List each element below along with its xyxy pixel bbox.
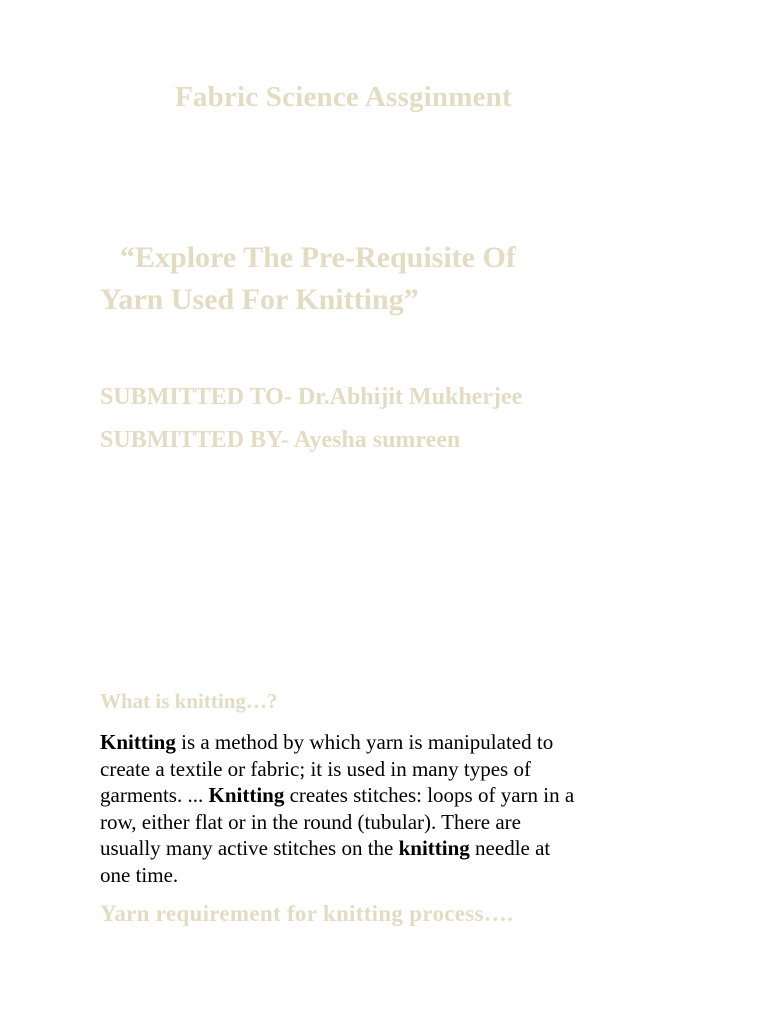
keyword-knitting: Knitting (100, 730, 176, 754)
document-title: Fabric Science Assginment (175, 81, 512, 113)
topic-line-2: Yarn Used For Knitting” (100, 283, 419, 316)
topic-line-1: “Explore The Pre-Requisite Of (120, 241, 516, 274)
paragraph-line-2: create a textile or fabric; it is used in many types of (100, 756, 531, 781)
paragraph-line-6: one time. (100, 862, 179, 887)
paragraph-text: garments. ... (100, 783, 209, 808)
yarn-requirement-heading: Yarn requirement for knitting process…. (100, 901, 514, 926)
paragraph-text: is a method by which yarn is manipulated to (175, 730, 554, 754)
assignment-topic (100, 237, 700, 321)
paragraph-line-1 (100, 729, 680, 756)
submitted-to: SUBMITTED TO- Dr.Abhijit Mukherjee (100, 384, 523, 410)
paragraph-text: usually many active stitches on the (100, 836, 399, 861)
submitted-by: SUBMITTED BY- Ayesha sumreen (100, 427, 461, 453)
paragraph-line-4: row, either flat or in the round (tubular). There are (100, 809, 521, 834)
section-heading: What is knitting…? (100, 689, 278, 713)
keyword-knitting: knitting (398, 836, 470, 861)
knitting-paragraph (100, 729, 680, 889)
paragraph-line-5 (100, 835, 680, 862)
paragraph-text: needle at (469, 836, 551, 861)
paragraph-line-3 (100, 782, 680, 809)
paragraph-text: creates stitches: loops of yarn in a (284, 783, 575, 808)
keyword-knitting: Knitting (208, 783, 285, 808)
